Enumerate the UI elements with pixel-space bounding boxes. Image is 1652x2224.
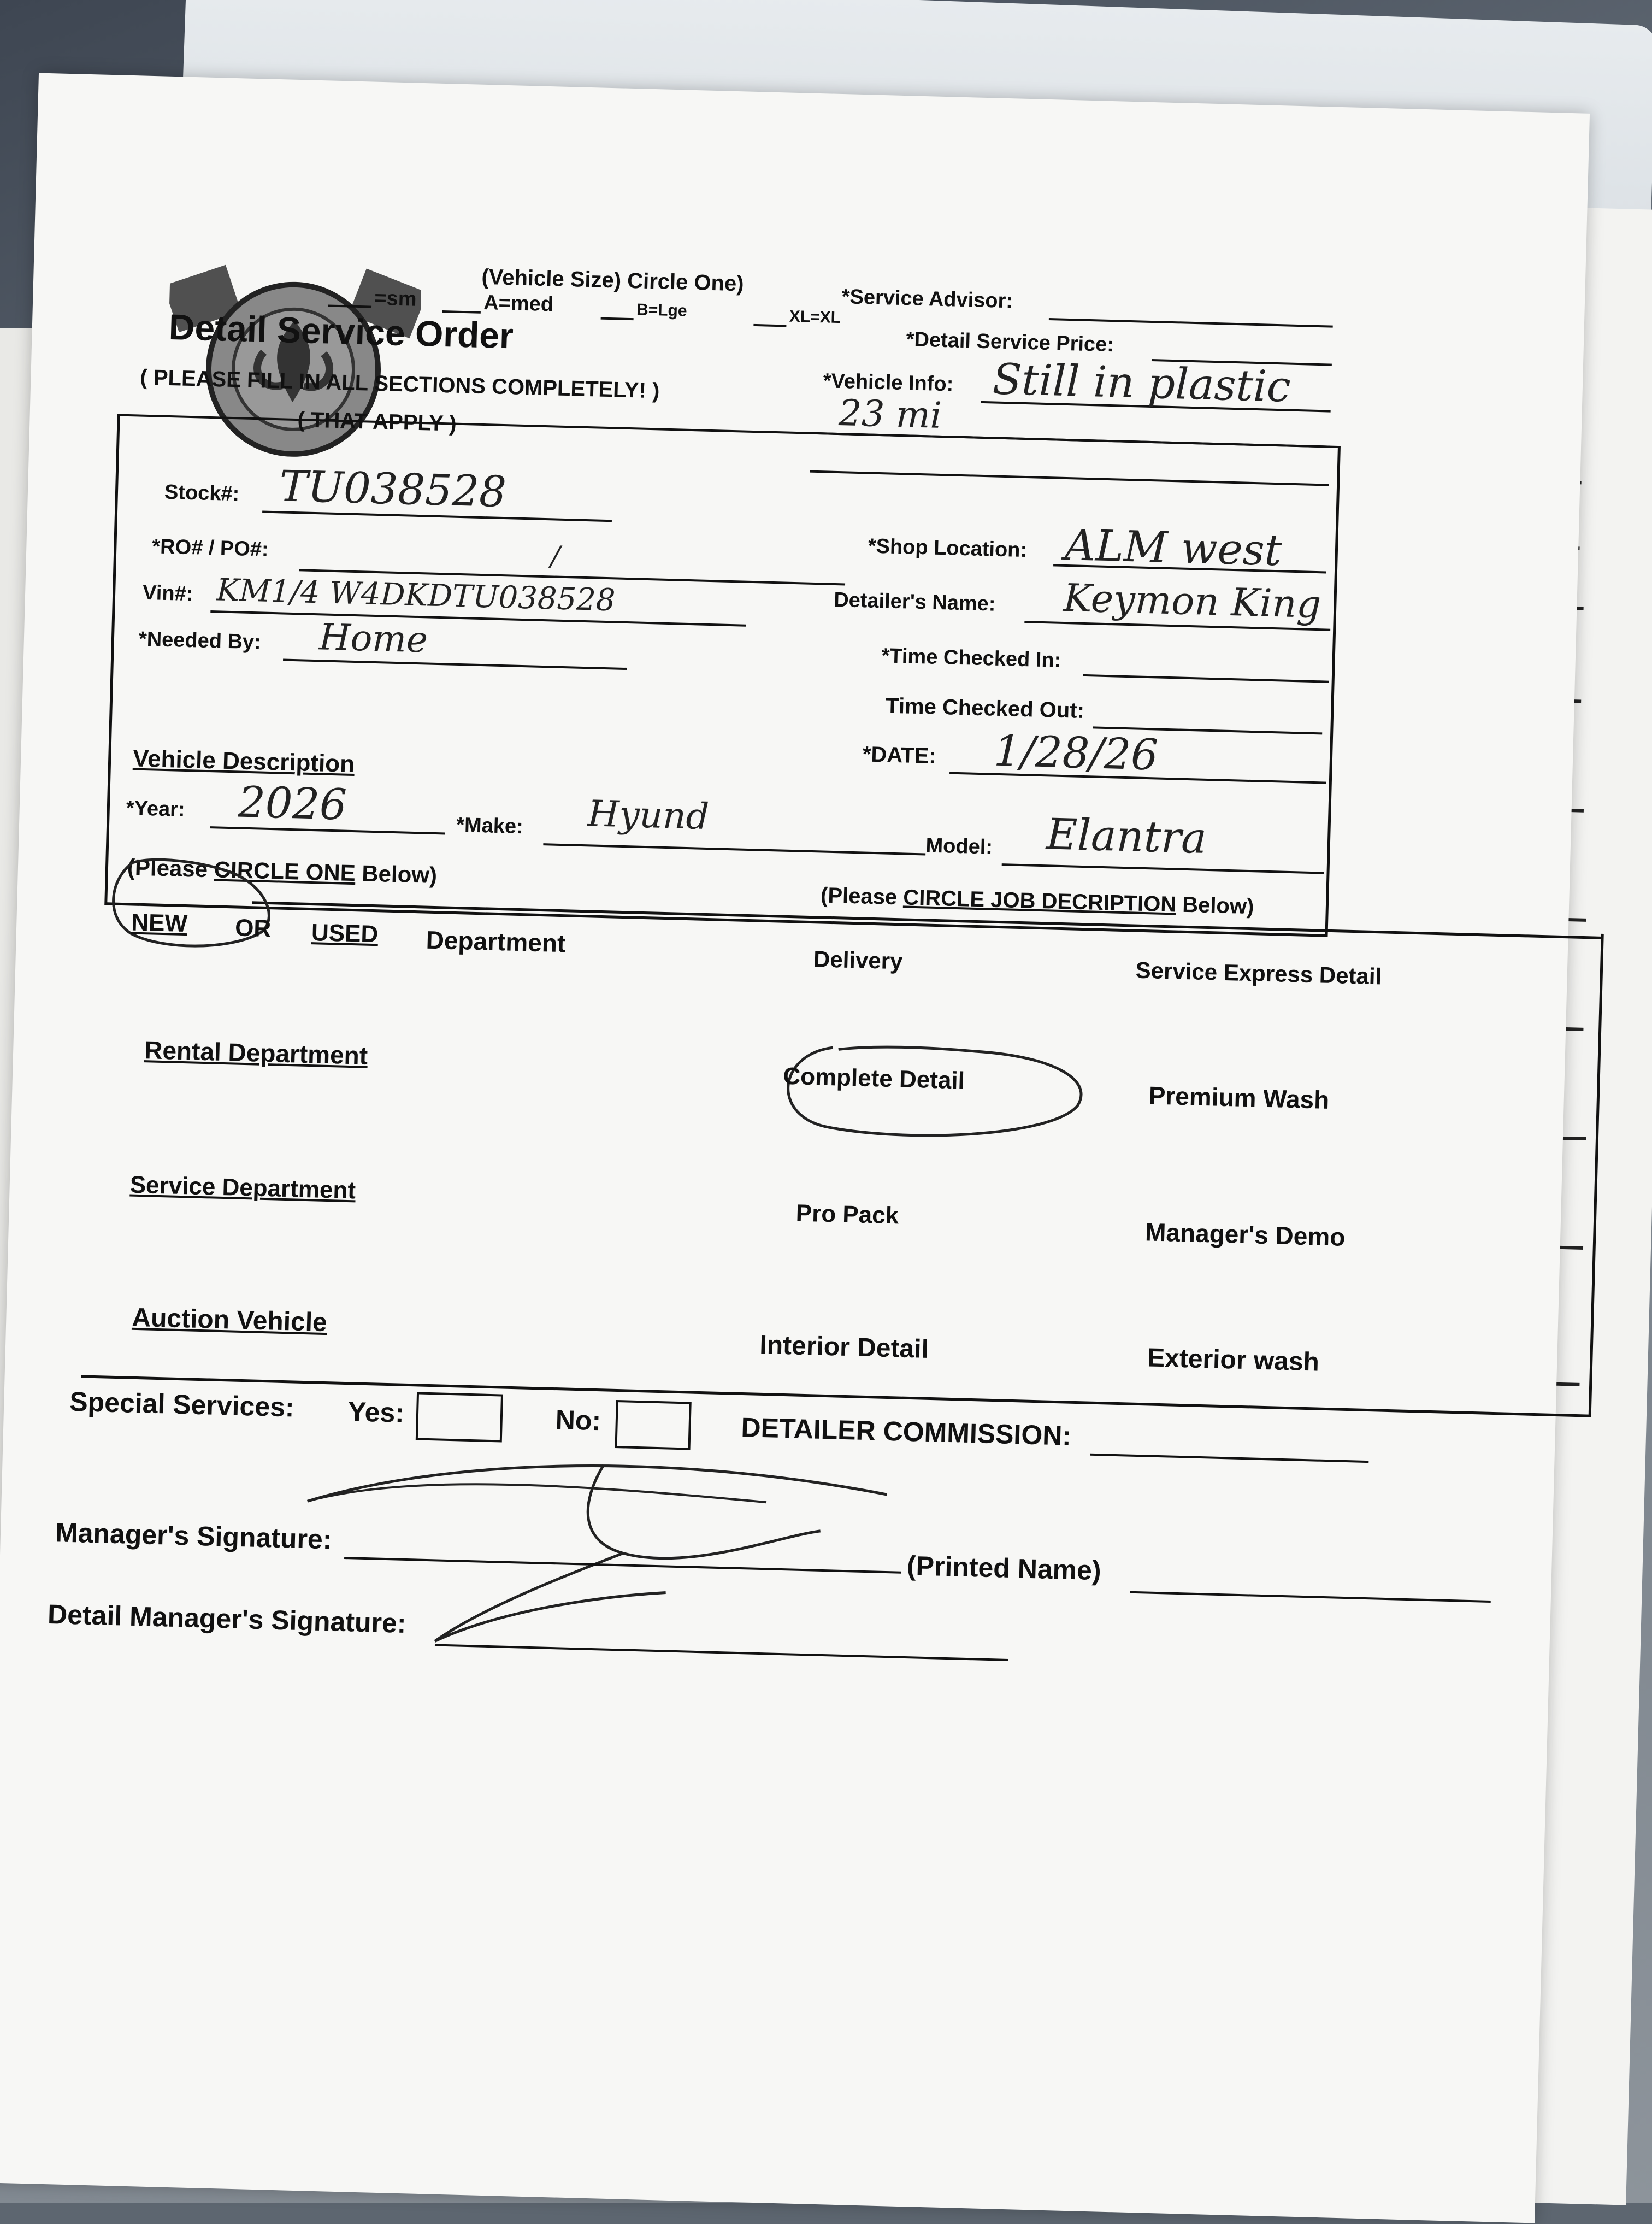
ro-po-value: /: [550, 540, 560, 572]
option-service-express-detail[interactable]: Service Express Detail: [1135, 957, 1382, 990]
option-interior-detail[interactable]: Interior Detail: [759, 1330, 929, 1364]
circle-one-post: Below): [355, 860, 438, 889]
shop-location-value: ALM west: [1064, 520, 1283, 576]
vin-value: KM1/4 W4DKDTU038528: [216, 572, 616, 619]
or-label: OR: [234, 914, 272, 943]
model-value: Elantra: [1046, 810, 1208, 863]
special-services-label: Special Services:: [69, 1386, 295, 1423]
instruction-line-1: ( PLEASE FILL IN ALL SECTIONS COMPLETELY! ): [139, 365, 660, 403]
size-xl-line[interactable]: [753, 324, 786, 327]
option-complete-detail[interactable]: Complete Detail: [782, 1062, 965, 1095]
manager-signature-label: Manager's Signature:: [55, 1517, 333, 1555]
option-rental-department[interactable]: Rental Department: [144, 1035, 368, 1070]
shop-location-label: *Shop Location:: [868, 534, 1028, 562]
option-delivery[interactable]: Delivery: [813, 946, 904, 974]
option-premium-wash[interactable]: Premium Wash: [1148, 1081, 1330, 1114]
needed-by-label: *Needed By:: [138, 627, 262, 654]
vehicle-description-heading: Vehicle Description: [132, 745, 355, 778]
size-sm-label: =sm: [374, 286, 417, 311]
stock-label: Stock#:: [164, 480, 240, 506]
detailer-name-label: Detailer's Name:: [833, 588, 996, 616]
size-med-label: A=med: [483, 291, 554, 316]
size-lge-label: B=Lge: [636, 301, 687, 320]
detailer-name-value: Keymon King: [1063, 575, 1322, 627]
yes-label: Yes:: [347, 1396, 405, 1428]
make-value: Hyund: [587, 792, 710, 838]
vehicle-info-label: *Vehicle Info:: [823, 369, 954, 396]
circle-job-post: Below): [1176, 892, 1254, 919]
needed-by-value: Home: [318, 616, 429, 661]
vehicle-info-value: Still in plastic: [992, 355, 1291, 412]
stock-value: TU038528: [279, 462, 507, 517]
form-title: Detail Service Order: [168, 306, 514, 356]
option-used[interactable]: USED: [311, 919, 379, 948]
ro-po-label: *RO# / PO#:: [151, 535, 269, 561]
make-label: *Make:: [456, 813, 524, 839]
detail-manager-signature-label: Detail Manager's Signature:: [47, 1598, 407, 1639]
size-xl-label: XL=XL: [789, 307, 841, 327]
printed-name-label: (Printed Name): [906, 1550, 1102, 1586]
detailer-commission-field[interactable]: [1090, 1454, 1368, 1463]
option-exterior-wash[interactable]: Exterior wash: [1147, 1343, 1320, 1377]
circle-one-emphasis: CIRCLE ONE: [214, 856, 356, 886]
detailer-commission-label: DETAILER COMMISSION:: [740, 1412, 1072, 1451]
vehicle-info-value-2: 23 mi: [838, 392, 942, 437]
time-out-label: Time Checked Out:: [885, 693, 1085, 723]
option-auction-vehicle[interactable]: Auction Vehicle: [131, 1303, 328, 1338]
service-order-form: [0, 73, 1590, 2223]
service-advisor-label: *Service Advisor:: [841, 285, 1013, 313]
service-advisor-field[interactable]: [1049, 318, 1333, 328]
option-pro-pack[interactable]: Pro Pack: [795, 1199, 899, 1229]
option-new[interactable]: NEW: [131, 909, 188, 938]
year-label: *Year:: [126, 797, 186, 821]
option-managers-demo[interactable]: Manager's Demo: [1144, 1217, 1346, 1251]
instruction-line-2: ( THAT APPLY ): [297, 408, 457, 436]
model-label: Model:: [925, 834, 993, 859]
year-value: 2026: [238, 778, 347, 830]
date-value: 1/28/26: [993, 726, 1159, 780]
circle-job-pre: (Please: [820, 883, 904, 910]
detail-price-label: *Detail Service Price:: [906, 328, 1114, 357]
date-label: *DATE:: [862, 742, 937, 768]
option-service-department[interactable]: Service Department: [129, 1171, 356, 1204]
circle-job-emphasis: CIRCLE JOB DECRIPTION: [902, 885, 1177, 917]
size-lge-line[interactable]: [601, 317, 634, 321]
circle-one-pre: (Please: [127, 854, 215, 882]
vin-label: Vin#:: [142, 581, 193, 606]
printed-name-field[interactable]: [1130, 1591, 1491, 1603]
time-in-label: *Time Checked In:: [881, 644, 1061, 672]
department-label: Department: [426, 925, 566, 958]
vehicle-size-title: (Vehicle Size) Circle One): [481, 264, 745, 296]
no-label: No:: [555, 1404, 601, 1437]
